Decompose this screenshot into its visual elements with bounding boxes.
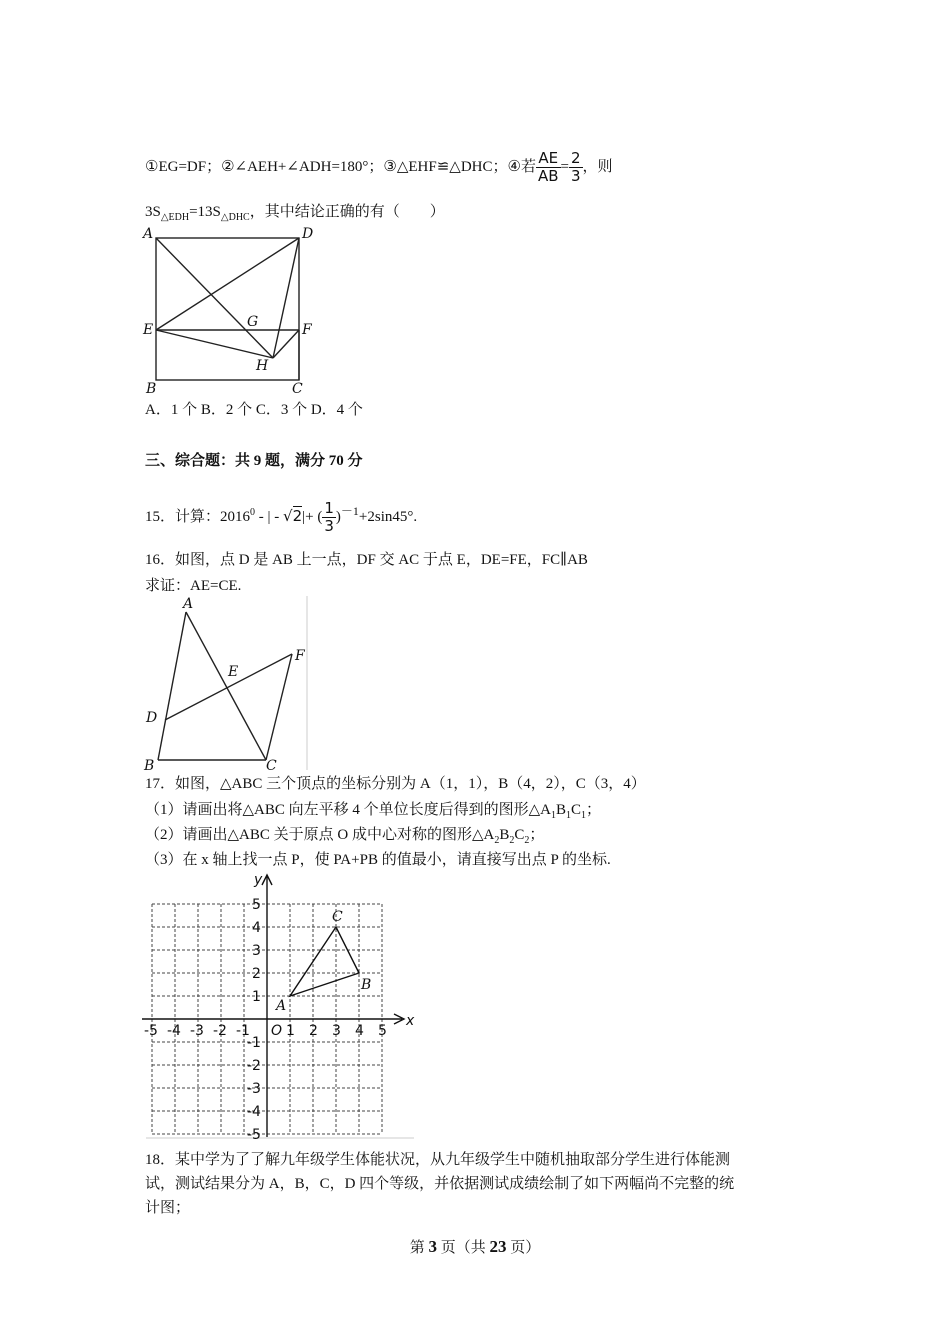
point-a-label: A bbox=[276, 998, 287, 1014]
point-b-label: B bbox=[361, 977, 372, 993]
label-c: C bbox=[292, 381, 303, 397]
label-a: A bbox=[143, 226, 154, 242]
label-f: F bbox=[295, 648, 305, 664]
q17-line1: 17．如图，△ABC 三个顶点的坐标分别为 A（1，1），B（4，2），C（3，4） bbox=[145, 776, 646, 792]
q18-line3: 计图； bbox=[145, 1200, 191, 1216]
q16-line1: 16．如图，点 D 是 AB 上一点，DF 交 AC 于点 E，DE=FE，FC∥AB bbox=[145, 552, 588, 568]
y-tick-label: 4 bbox=[252, 920, 261, 936]
x-tick-label: 2 bbox=[309, 1023, 318, 1039]
q14-statements: ①EG=DF；②∠AEH+∠ADH=180°；③△EHF≌△DHC；④若 $\frac{AE}{AB}$ = $\frac{2}{3}$ ，则 bbox=[145, 149, 613, 185]
label-e: E bbox=[228, 664, 239, 680]
y-tick-label: -5 bbox=[247, 1127, 261, 1142]
q14-options: A．1 个 B．2 个 C．3 个 D．4 个 bbox=[145, 402, 363, 418]
y-tick-label: 3 bbox=[252, 943, 261, 959]
label-b: B bbox=[144, 758, 155, 772]
y-tick-label: 2 bbox=[252, 966, 261, 982]
q15-expression: 15．计算：2016$^0$ - | - √2|+ ( $\frac{1}{3}$ )$^{-1}$+2sin45°. bbox=[145, 499, 418, 535]
y-tick-label: -1 bbox=[247, 1035, 261, 1051]
triangle-abc bbox=[290, 927, 359, 996]
x-tick-label: 3 bbox=[332, 1023, 341, 1039]
section-title: 三、综合题：共 9 题，满分 70 分 bbox=[145, 453, 363, 469]
y-tick-label: 5 bbox=[252, 897, 261, 913]
q18-line2: 试，测试结果分为 A，B，C，D 四个等级，并依据测试成绩绘制了如下两幅尚不完整的统 bbox=[145, 1176, 735, 1192]
point-c-label: C bbox=[332, 909, 343, 925]
q17-coordinate-grid bbox=[140, 872, 420, 1142]
q17-line2: （1）请画出将△ABC 向左平移 4 个单位长度后得到的图形$\triangle A_1B_1C_1$； bbox=[145, 802, 602, 821]
q16-figure bbox=[140, 594, 312, 772]
label-b: B bbox=[146, 381, 157, 397]
label-f: F bbox=[302, 322, 312, 338]
fraction-one-third: $\frac{1}{3}$ bbox=[324, 499, 334, 535]
page-footer: 第 3 页（共 23 页） bbox=[409, 1237, 541, 1256]
q17-line4: （3）在 x 轴上找一点 P，使 PA+PB 的值最小，请直接写出点 P 的坐标. bbox=[145, 852, 611, 868]
x-tick-label: -1 bbox=[236, 1023, 250, 1039]
x-tick-label: 1 bbox=[286, 1023, 295, 1039]
x-axis-label: x bbox=[406, 1013, 415, 1029]
q14-square-figure bbox=[140, 222, 320, 398]
y-tick-label: -2 bbox=[247, 1058, 261, 1074]
y-tick-label: -4 bbox=[247, 1104, 261, 1120]
q16-line2: 求证：AE=CE. bbox=[145, 578, 242, 594]
x-tick-label: -4 bbox=[167, 1023, 181, 1039]
label-d: D bbox=[146, 710, 158, 726]
y-axis-label: y bbox=[254, 872, 263, 888]
label-c: C bbox=[266, 758, 277, 772]
y-tick-label: 1 bbox=[252, 989, 261, 1005]
q17-line3: （2）请画出△ABC 关于原点 O 成中心对称的图形$\triangle A_2B_2C_2$； bbox=[145, 827, 545, 846]
x-tick-label: 4 bbox=[355, 1023, 364, 1039]
sqrt-symbol: √ bbox=[283, 506, 293, 525]
fraction-ae-ab: $\frac{AE}{AB}$ bbox=[537, 149, 559, 185]
y-tick-label: -3 bbox=[247, 1081, 261, 1097]
x-tick-label: -3 bbox=[190, 1023, 204, 1039]
x-tick-label: -5 bbox=[144, 1023, 158, 1039]
x-tick-label: 5 bbox=[378, 1023, 387, 1039]
label-g: G bbox=[247, 314, 259, 330]
x-tick-label: -2 bbox=[213, 1023, 227, 1039]
q18-line1: 18．某中学为了了解九年级学生体能状况，从九年级学生中随机抽取部分学生进行体能测 bbox=[145, 1152, 731, 1168]
fraction-two-thirds: $\frac{2}{3}$ bbox=[570, 149, 581, 185]
label-e: E bbox=[143, 322, 154, 338]
q14-area-relation: $3S_{\triangle EDH}=13S_{\triangle DHC}$，其中结论正确的有（ ） bbox=[145, 204, 445, 223]
label-d: D bbox=[302, 226, 314, 242]
label-h: H bbox=[256, 358, 269, 374]
label-a: A bbox=[183, 596, 194, 612]
origin-label: O bbox=[271, 1023, 283, 1039]
